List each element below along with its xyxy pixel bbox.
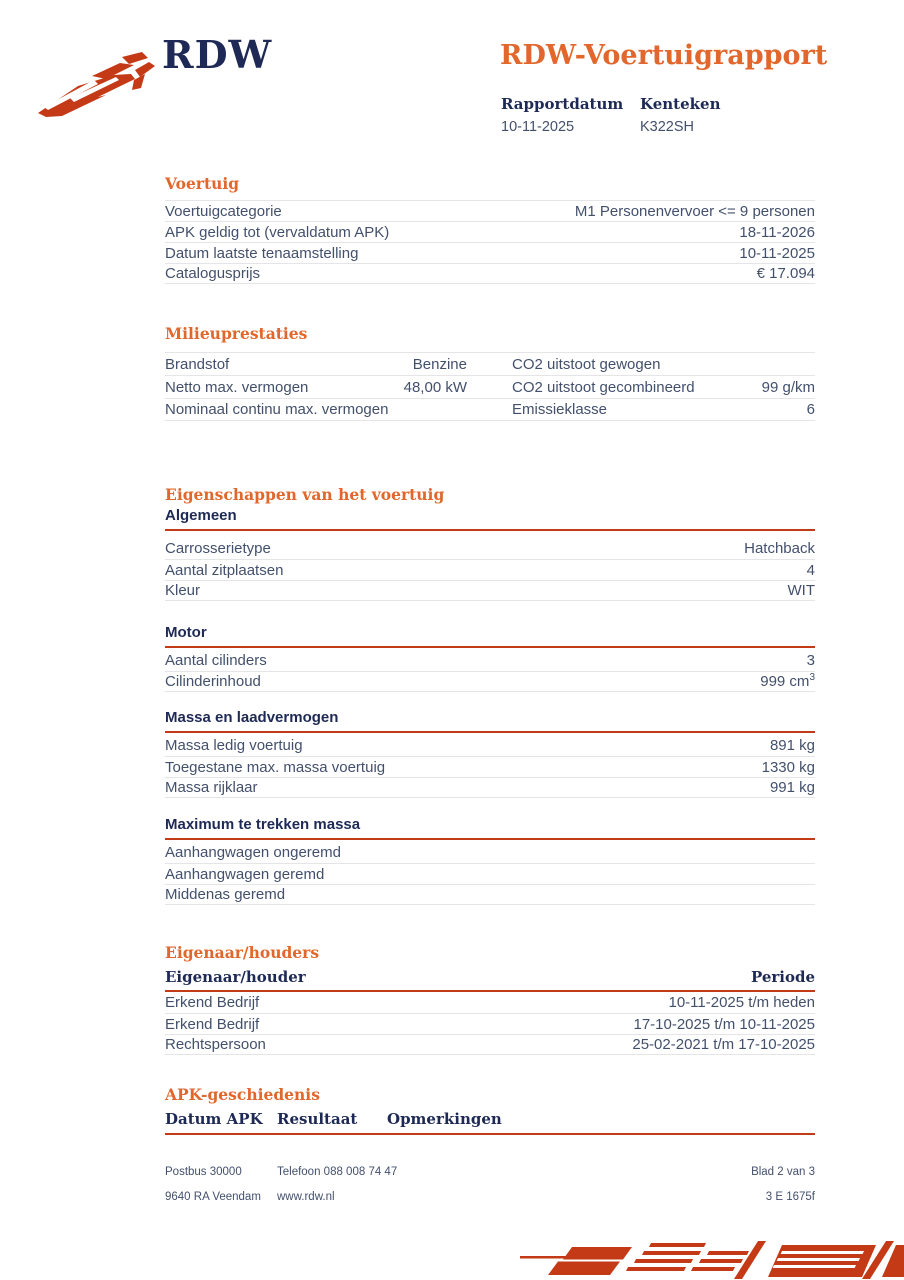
table-row bbox=[165, 777, 815, 798]
row-label: CO2 uitstoot gewogen bbox=[512, 355, 661, 373]
owners-table-header bbox=[165, 968, 815, 992]
row-value: Benzine bbox=[412, 355, 467, 373]
row-value: 10-11-2025 bbox=[739, 244, 815, 262]
column-header-datum-apk: Datum APK bbox=[165, 1110, 263, 1128]
table-row bbox=[165, 842, 815, 863]
row-value: 1330 kg bbox=[761, 758, 815, 776]
row-label: Massa ledig voertuig bbox=[165, 737, 303, 754]
period-cell: 17-10-2025 t/m 10-11-2025 bbox=[633, 1015, 815, 1033]
report-date-label: Rapportdatum bbox=[501, 95, 624, 113]
footer-website: www.rdw.nl bbox=[277, 1191, 335, 1203]
row-value: 3 bbox=[806, 652, 815, 669]
subsection-maximum-trekken bbox=[165, 817, 815, 905]
row-label: Aantal zitplaatsen bbox=[165, 561, 284, 579]
table-row bbox=[165, 221, 815, 242]
row-label: Nominaal continu max. vermogen bbox=[165, 401, 389, 418]
row-label: Emissieklasse bbox=[512, 401, 608, 418]
row-label: Aanhangwagen geremd bbox=[165, 865, 325, 883]
footer-address-line1: Postbus 30000 bbox=[165, 1166, 242, 1178]
row-label: Catalogusprijs bbox=[165, 265, 261, 282]
row-label: Aantal cilinders bbox=[165, 652, 267, 669]
table-row bbox=[165, 650, 815, 671]
row-label: Voertuigcategorie bbox=[165, 202, 282, 220]
row-label: Cilinderinhoud bbox=[165, 673, 261, 690]
row-label: Massa rijklaar bbox=[165, 779, 258, 796]
subsection-title: Motor bbox=[165, 625, 815, 648]
apk-table-header bbox=[165, 1110, 815, 1135]
subsection-motor bbox=[165, 625, 815, 692]
owner-cell: Rechtspersoon bbox=[165, 1036, 266, 1053]
subsection-algemeen bbox=[165, 508, 815, 601]
table-row bbox=[165, 352, 815, 375]
row-value: Hatchback bbox=[744, 540, 815, 557]
table-row bbox=[165, 671, 815, 692]
table-row bbox=[165, 263, 815, 284]
subsection-title: Massa en laadvermogen bbox=[165, 710, 815, 733]
table-row bbox=[165, 242, 815, 263]
section-eigenaar-houders bbox=[165, 943, 815, 1055]
row-label: Carrosserietype bbox=[165, 540, 271, 557]
row-value: 891 kg bbox=[769, 737, 815, 754]
row-value: 48,00 kW bbox=[403, 378, 467, 396]
row-value: € 17.094 bbox=[756, 265, 815, 282]
superscript: 3 bbox=[809, 672, 815, 683]
rdw-logo-wordmark: RDW bbox=[162, 32, 273, 77]
table-row bbox=[165, 756, 815, 777]
report-date-value: 10-11-2025 bbox=[501, 119, 575, 135]
period-cell: 10-11-2025 t/m heden bbox=[668, 994, 815, 1011]
table-row bbox=[165, 375, 815, 398]
row-value: M1 Personenvervoer <= 9 personen bbox=[574, 202, 815, 220]
column-header-period: Periode bbox=[750, 968, 815, 986]
section-eigenschappen-title bbox=[165, 485, 815, 504]
column-header-opmerkingen: Opmerkingen bbox=[387, 1110, 502, 1128]
footer-phone: Telefoon 088 008 74 47 bbox=[277, 1166, 398, 1178]
row-label: Brandstof bbox=[165, 355, 230, 373]
row-label: Kleur bbox=[165, 582, 201, 599]
subsection-title: Maximum te trekken massa bbox=[165, 817, 815, 840]
footer-address-line2: 9640 RA Veendam bbox=[165, 1191, 261, 1203]
license-plate-value: K322SH bbox=[640, 119, 695, 135]
row-label: Middenas geremd bbox=[165, 886, 286, 903]
table-row bbox=[165, 884, 815, 905]
section-apk-geschiedenis bbox=[165, 1085, 815, 1135]
table-row bbox=[165, 559, 815, 580]
row-label: Aanhangwagen ongeremd bbox=[165, 844, 341, 861]
section-title: Milieuprestaties bbox=[165, 324, 308, 343]
row-value: 99 g/km bbox=[761, 378, 815, 396]
table-row bbox=[165, 398, 815, 421]
row-value: 999 $cm^3$ bbox=[760, 672, 815, 690]
section-milieuprestaties bbox=[165, 324, 815, 421]
section-voertuig bbox=[165, 174, 815, 284]
table-row bbox=[165, 863, 815, 884]
report-meta bbox=[501, 95, 720, 135]
row-label: Netto max. vermogen bbox=[165, 378, 309, 396]
table-row bbox=[165, 1034, 815, 1055]
section-title: Eigenschappen van het voertuig bbox=[165, 485, 445, 504]
table-row bbox=[165, 580, 815, 601]
column-header-resultaat: Resultaat bbox=[277, 1110, 358, 1128]
section-title: APK-geschiedenis bbox=[165, 1085, 320, 1104]
row-value: 4 bbox=[806, 561, 815, 579]
page-footer bbox=[165, 1166, 815, 1216]
owner-cell: Erkend Bedrijf bbox=[165, 1015, 260, 1033]
section-title: Voertuig bbox=[165, 174, 240, 193]
table-row bbox=[165, 1013, 815, 1034]
owner-cell: Erkend Bedrijf bbox=[165, 994, 260, 1011]
license-plate-label: Kenteken bbox=[640, 95, 721, 113]
page-title: RDW-Voertuigrapport bbox=[500, 40, 828, 71]
period-cell: 25-02-2021 t/m 17-10-2025 bbox=[632, 1036, 815, 1053]
row-value: 991 kg bbox=[769, 779, 815, 796]
column-header-owner: Eigenaar/houder bbox=[165, 968, 306, 986]
table-row bbox=[165, 200, 815, 221]
row-label: CO2 uitstoot gecombineerd bbox=[512, 378, 695, 396]
subsection-title: Algemeen bbox=[165, 508, 815, 531]
section-title: Eigenaar/houders bbox=[165, 943, 320, 962]
table-row bbox=[165, 735, 815, 756]
row-label: Datum laatste tenaamstelling bbox=[165, 244, 359, 262]
subsection-massa bbox=[165, 710, 815, 798]
footer-stripes-icon bbox=[520, 1237, 904, 1280]
table-row bbox=[165, 538, 815, 559]
row-value: 18-11-2026 bbox=[739, 223, 815, 241]
footer-form-code: 3 E 1675f bbox=[765, 1191, 815, 1203]
row-value: 6 bbox=[806, 401, 815, 418]
footer-page-number: Blad 2 van 3 bbox=[751, 1166, 815, 1178]
row-label: Toegestane max. massa voertuig bbox=[165, 758, 386, 776]
row-label: APK geldig tot (vervaldatum APK) bbox=[165, 223, 390, 241]
table-row bbox=[165, 992, 815, 1013]
row-value: WIT bbox=[787, 582, 815, 599]
rdw-wing-icon bbox=[36, 50, 158, 118]
